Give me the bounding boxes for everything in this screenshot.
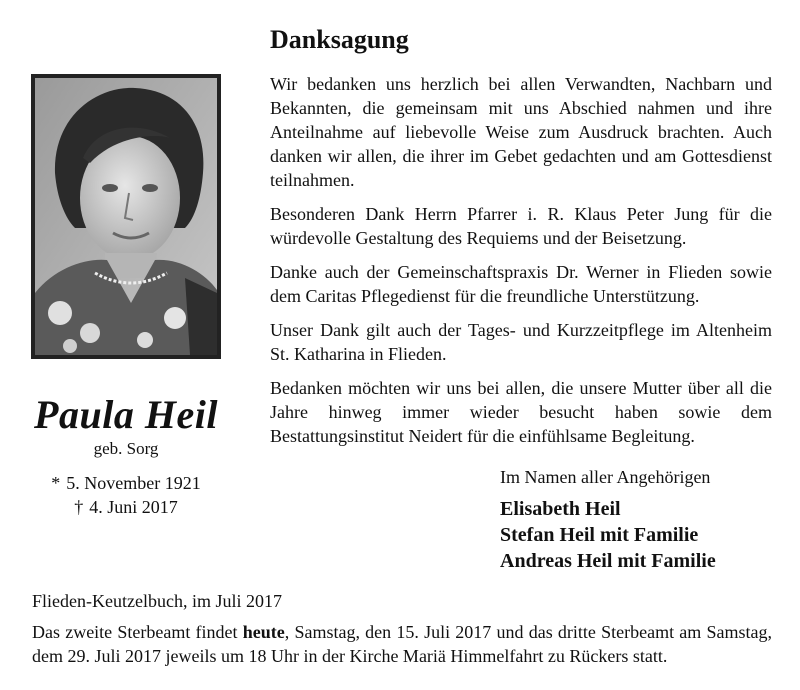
thanks-paragraph: Bedanken möchten wir uns bei allen, die unsere Mutter über all die Jahre hinweg immer wieder besucht haben sowie dem Bestattungsinstitut Neidert für die einfühlsame Begleitung.	[270, 378, 772, 446]
footer-text: , Samstag, den 15. Juli 2017 und das dritte Sterbeamt am Samstag, dem 29. Juli 2017 jeweils um 18 Uhr in der Kirche Mariä Himmelfahrt zu Rückers statt.	[32, 622, 772, 666]
portrait-photo	[31, 74, 221, 359]
thanks-paragraph: Wir bedanken uns herzlich bei allen Verwandten, Nachbarn und Bekannten, die gemeinsam mit uns Abschied nahmen und ihre Anteilnahme auf liebevolle Weise zum Ausdruck brachten. Auch danken wir allen, die ihrer im Gebet gedachten und am Gottesdienst teilnahmen.	[270, 74, 772, 190]
memorial-service-note	[32, 620, 772, 668]
thanks-paragraph: Unser Dank gilt auch der Tages- und Kurzzeitpflege im Altenheim St. Katharina in Flieden.	[270, 320, 772, 364]
signers-list	[500, 496, 716, 574]
birth-line	[26, 472, 226, 494]
signer-name: Stefan Heil mit Familie	[500, 524, 699, 546]
deceased-name: Paula Heil	[34, 392, 218, 437]
footer-text: Das zweite Sterbeamt findet	[32, 622, 243, 642]
notice-title: Danksagung	[270, 25, 409, 54]
place-date: Flieden-Keutzelbuch, im Juli 2017	[32, 591, 282, 611]
thanks-paragraph: Besonderen Dank Herrn Pfarrer i. R. Klaus Peter Jung für die würdevolle Gestaltung des Requiems und der Beisetzung.	[270, 204, 772, 248]
death-cross-icon: †	[74, 497, 84, 517]
death-line	[26, 496, 226, 518]
death-date: 4. Juni 2017	[89, 497, 178, 517]
birth-date: 5. November 1921	[66, 473, 201, 493]
maiden-name: geb. Sorg	[93, 439, 159, 458]
signoff-label: Im Namen aller Angehörigen	[500, 467, 711, 487]
footer-emphasis: heute	[242, 622, 285, 642]
birth-star-icon: *	[51, 473, 61, 493]
signer-name: Elisabeth Heil	[500, 498, 621, 520]
signer-name: Andreas Heil mit Familie	[500, 550, 716, 572]
thanks-paragraph: Danke auch der Gemeinschaftspraxis Dr. Werner in Flieden sowie dem Caritas Pflegedienst für die freundliche Unterstützung.	[270, 262, 772, 306]
thanks-text	[270, 72, 772, 458]
